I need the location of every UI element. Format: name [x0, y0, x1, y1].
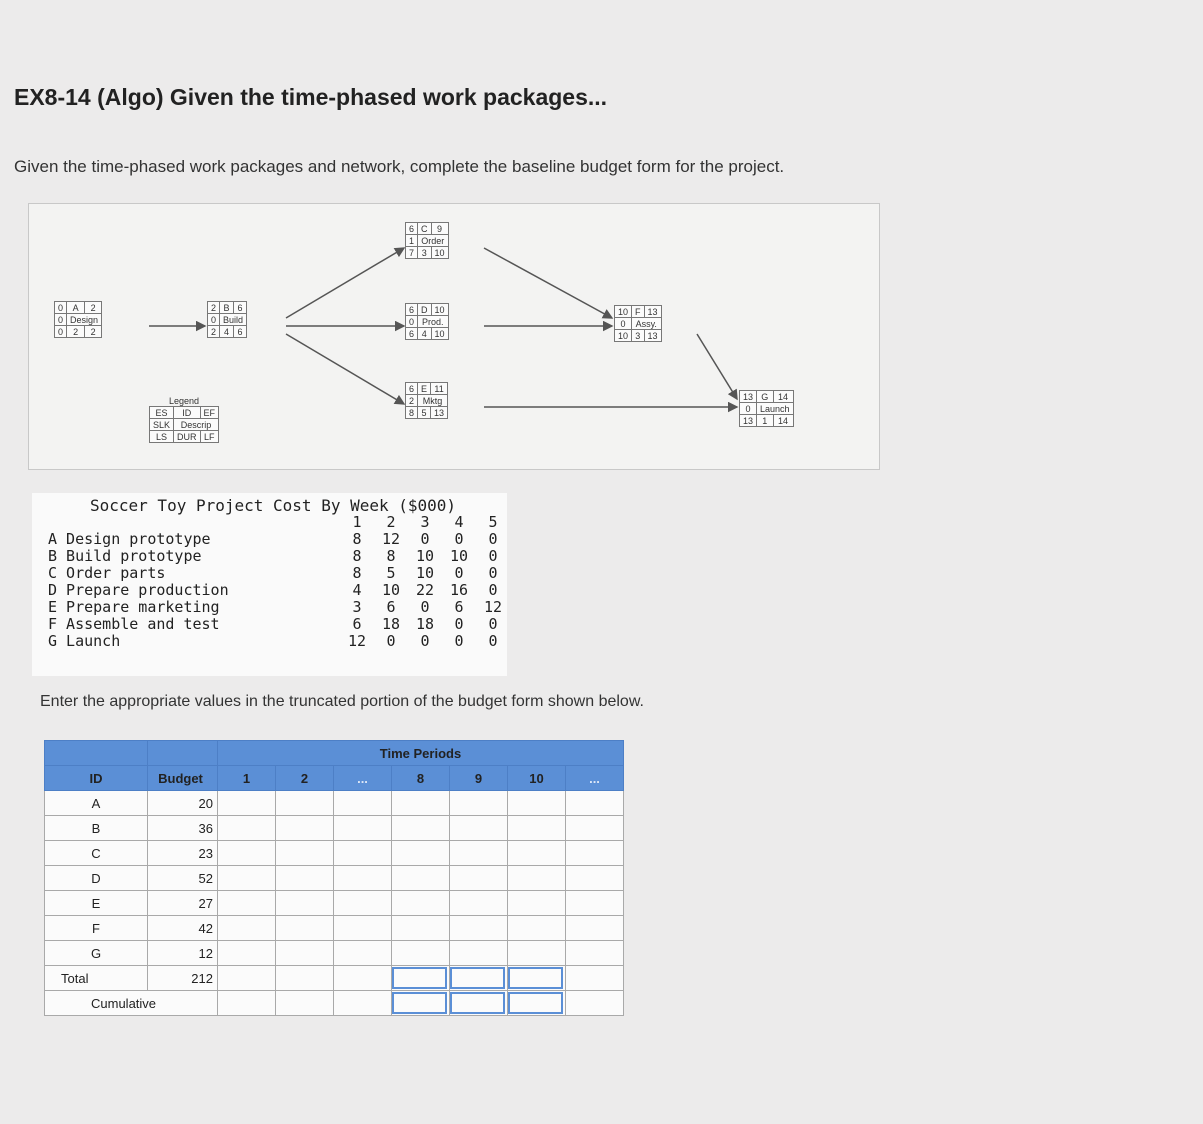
budget-row-g — [45, 941, 624, 966]
cost-cell: 12 — [381, 530, 401, 548]
cost-row-label: D Prepare production — [48, 581, 229, 599]
period-header-ellipsis: ... — [334, 766, 392, 791]
cost-row-a — [340, 531, 510, 548]
cost-cell: 0 — [488, 581, 498, 599]
cost-cell: 0 — [454, 632, 464, 650]
cumulative-period-9-input[interactable] — [450, 992, 505, 1014]
cost-cell: 10 — [415, 564, 435, 582]
budget-row-c — [45, 841, 624, 866]
row-id: C — [45, 841, 148, 866]
cost-cell: 10 — [415, 547, 435, 565]
row-id: D — [45, 866, 148, 891]
cost-cell: 18 — [381, 615, 401, 633]
budget-row-a — [45, 791, 624, 816]
cost-row-labels — [48, 531, 229, 650]
row-budget: 23 — [148, 841, 218, 866]
cost-cell: 8 — [386, 547, 396, 565]
budget-row-total — [45, 966, 624, 991]
cost-cell: 6 — [454, 598, 464, 616]
budget-header-row — [45, 766, 624, 791]
week-header: 2 — [386, 513, 396, 531]
cumulative-period-8-input[interactable] — [392, 992, 447, 1014]
cost-cell: 0 — [488, 632, 498, 650]
cost-cell: 0 — [488, 547, 498, 565]
cost-row-f — [340, 616, 510, 633]
arrow-c-f — [484, 248, 612, 318]
row-budget: 27 — [148, 891, 218, 916]
cost-row-label: G Launch — [48, 632, 121, 650]
cost-cell: 6 — [386, 598, 396, 616]
budget-form — [44, 740, 624, 1016]
total-label: Total — [45, 966, 148, 991]
budget-row-e — [45, 891, 624, 916]
node-g: 13 G 14 0 Launch 13 1 14 — [739, 390, 794, 427]
network-diagram — [28, 203, 880, 470]
instruction-text: Enter the appropriate values in the truncated portion of the budget form shown below. — [40, 693, 644, 710]
row-budget: 12 — [148, 941, 218, 966]
cost-row-label: C Order parts — [48, 564, 166, 582]
node-f: 10 F 13 0 Assy. 10 3 13 — [614, 305, 662, 342]
cost-cell: 0 — [454, 530, 464, 548]
period-header-8: 8 — [392, 766, 450, 791]
row-id: F — [45, 916, 148, 941]
period-header-1: 1 — [218, 766, 276, 791]
cost-row-label: A Design prototype — [48, 530, 211, 548]
row-id: G — [45, 941, 148, 966]
id-header: ID — [45, 766, 148, 791]
cost-row-d — [340, 582, 510, 599]
cost-cell: 10 — [449, 547, 469, 565]
total-budget: 212 — [148, 966, 218, 991]
budget-header: Budget — [148, 766, 218, 791]
row-id: B — [45, 816, 148, 841]
cost-cell: 0 — [420, 530, 430, 548]
cost-row-label: B Build prototype — [48, 547, 202, 565]
row-budget: 42 — [148, 916, 218, 941]
cost-cell: 8 — [352, 564, 362, 582]
cost-table-title: Soccer Toy Project Cost By Week ($000) — [90, 496, 457, 515]
period-header-2: 2 — [276, 766, 334, 791]
cost-cell: 0 — [454, 564, 464, 582]
page-title: EX8-14 (Algo) Given the time-phased work packages... — [14, 84, 608, 110]
cost-cell: 12 — [483, 598, 503, 616]
arrow-b-c — [286, 248, 404, 318]
cost-cell: 0 — [488, 530, 498, 548]
row-budget: 36 — [148, 816, 218, 841]
row-id: A — [45, 791, 148, 816]
cost-row-label: E Prepare marketing — [48, 598, 220, 616]
week-header: 3 — [420, 513, 430, 531]
legend: Legend ES ID EF SLK Descrip LS DUR LF — [149, 396, 219, 443]
cumulative-period-10-input[interactable] — [508, 992, 563, 1014]
cost-row-c — [340, 565, 510, 582]
cost-values — [340, 514, 510, 650]
node-d: 6 D 10 0 Prod. 6 4 10 — [405, 303, 449, 340]
period-header-ellipsis: ... — [566, 766, 624, 791]
cost-cell: 8 — [352, 547, 362, 565]
row-id: E — [45, 891, 148, 916]
node-b: 2 B 6 0 Build 2 4 6 — [207, 301, 247, 338]
cost-cell: 0 — [420, 632, 430, 650]
cost-cell: 0 — [488, 564, 498, 582]
cost-cell: 8 — [352, 530, 362, 548]
row-budget: 20 — [148, 791, 218, 816]
cost-cell: 10 — [381, 581, 401, 599]
budget-row-f — [45, 916, 624, 941]
cost-cell: 16 — [449, 581, 469, 599]
total-period-9-input[interactable] — [450, 967, 505, 989]
cost-cell: 12 — [347, 632, 367, 650]
page-subtitle: Given the time-phased work packages and network, complete the baseline budget form for the project. — [14, 157, 785, 176]
cost-row-b — [340, 548, 510, 565]
total-period-10-input[interactable] — [508, 967, 563, 989]
cost-row-label: F Assemble and test — [48, 615, 220, 633]
budget-row-d — [45, 866, 624, 891]
period-header-9: 9 — [450, 766, 508, 791]
week-header-row — [340, 514, 510, 531]
cost-row-g — [340, 633, 510, 650]
cost-cell: 0 — [488, 615, 498, 633]
week-header: 4 — [454, 513, 464, 531]
cost-cell: 5 — [386, 564, 396, 582]
arrow-b-e — [286, 334, 404, 404]
budget-row-b — [45, 816, 624, 841]
cost-cell: 0 — [386, 632, 396, 650]
cumulative-label: Cumulative — [45, 991, 218, 1016]
node-c: 6 C 9 1 Order 7 3 10 — [405, 222, 449, 259]
arrow-f-g — [697, 334, 737, 399]
cost-cell: 3 — [352, 598, 362, 616]
node-a: 0 A 2 0 Design 0 2 2 — [54, 301, 102, 338]
week-header: 1 — [352, 513, 362, 531]
cost-row-e — [340, 599, 510, 616]
node-e: 6 E 11 2 Mktg 8 5 13 — [405, 382, 448, 419]
cost-cell: 18 — [415, 615, 435, 633]
time-periods-header: Time Periods — [218, 741, 624, 766]
cost-cell: 6 — [352, 615, 362, 633]
budget-header-top — [45, 741, 624, 766]
cost-cell: 0 — [454, 615, 464, 633]
total-period-8-input[interactable] — [392, 967, 447, 989]
cost-cell: 0 — [420, 598, 430, 616]
row-budget: 52 — [148, 866, 218, 891]
week-header: 5 — [488, 513, 498, 531]
budget-row-cumulative — [45, 991, 624, 1016]
cost-by-week-table — [32, 493, 507, 676]
cost-cell: 22 — [415, 581, 435, 599]
cost-cell: 4 — [352, 581, 362, 599]
period-header-10: 10 — [508, 766, 566, 791]
